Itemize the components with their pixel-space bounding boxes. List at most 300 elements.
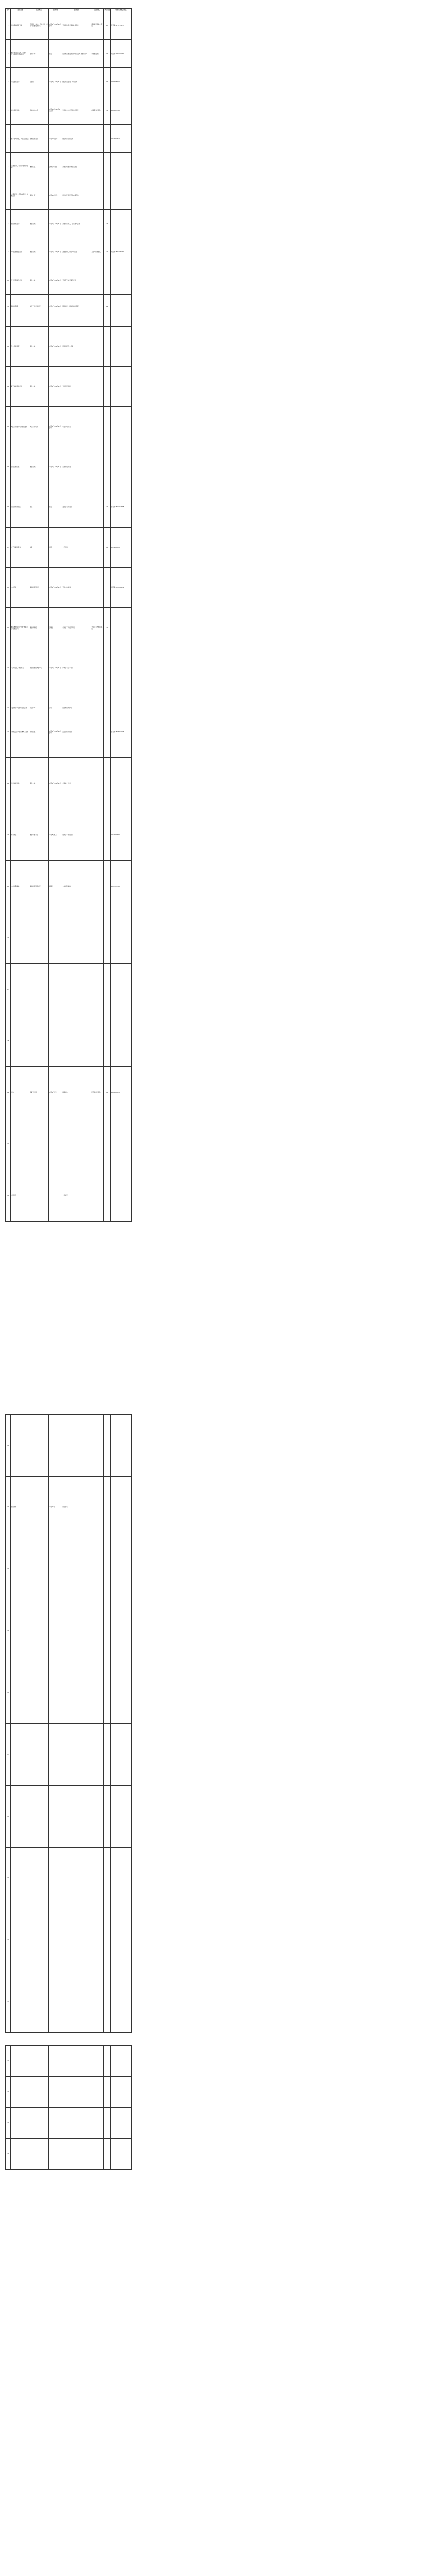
cell-activity (11, 1015, 29, 1067)
cell-activity (11, 1786, 29, 1848)
cell-count (104, 1170, 111, 1222)
cell-activity (11, 964, 29, 1015)
cell-contact: 曾某某 18973228655 (111, 487, 131, 528)
cell-location (29, 1118, 48, 1170)
cell-location: 待定 (29, 528, 48, 568)
header-contact: 联系人及联系方式 (111, 9, 131, 11)
cell-time (48, 2139, 62, 2170)
cell-time (48, 1600, 62, 1662)
cell-team (91, 367, 103, 407)
cell-count (104, 1724, 111, 1786)
cell-intro (62, 1600, 91, 1662)
cell-count (104, 1909, 111, 1971)
cell-location (29, 2046, 48, 2077)
cell-activity: 重阳敬老 (11, 1477, 29, 1538)
table-row (6, 1477, 132, 1538)
cell-time (48, 1170, 62, 1222)
cell-intro: 做好防暴宣传工作 (62, 125, 91, 153)
activity-table-2 (5, 286, 132, 728)
cell-no: 32 (6, 1415, 11, 1477)
cell-count (104, 861, 111, 912)
cell-activity: 儿童关爱活动 (11, 758, 29, 809)
cell-time: 10月1日—10月30日上午 (48, 11, 62, 40)
cell-time (48, 1662, 62, 1724)
cell-location: 湘乡市图书馆 (29, 809, 48, 861)
cell-intro: 周末亲子阅读活动 (62, 809, 91, 861)
table-row (6, 1786, 132, 1848)
cell-location: 富祥广场 (29, 40, 48, 68)
cell-time: 10月15日—10月30日上午 (48, 96, 62, 125)
cell-count: 20 (104, 1067, 111, 1118)
cell-no: 13 (6, 367, 11, 407)
cell-time (48, 964, 62, 1015)
cell-intro: 引导文明行为 (62, 407, 91, 447)
cell-no: 9 (6, 238, 11, 266)
cell-intro: 组织清理卫生死角 (62, 327, 91, 367)
cell-intro (62, 1662, 91, 1724)
table-row (6, 1909, 132, 1971)
cell-location: 镇湘楼街道各社区 (29, 861, 48, 912)
cell-time: 10月1日—10月31日 (48, 367, 62, 407)
cell-intro: 启动市志愿服务品牌“党员走城·志愿同行” (62, 40, 91, 68)
cell-intro: 开展心理健康讲座及疏导 (62, 153, 91, 181)
cell-team (91, 809, 103, 861)
cell-count (104, 447, 111, 487)
cell-no: 12 (6, 327, 11, 367)
cell-contact (111, 1662, 131, 1724)
cell-no: 28 (6, 1015, 11, 1067)
cell-count (104, 2108, 111, 2139)
cell-contact (111, 407, 131, 447)
cell-contact (111, 2046, 131, 2077)
cell-no: 42 (6, 2046, 11, 2077)
cell-no: 43 (6, 2077, 11, 2108)
table-row (6, 40, 132, 68)
cell-activity: “心灵家园，快乐成长” (11, 648, 29, 688)
cell-location: 百乡镇（各村）、百桂社区（社区）党群服务中心 (29, 11, 48, 40)
cell-intro: 户外读书亲子活动 (62, 648, 91, 688)
cell-team (91, 210, 103, 238)
cell-contact: 13773229855 (111, 809, 131, 861)
cell-intro (62, 1971, 91, 2033)
cell-team (91, 1600, 103, 1662)
cell-location (29, 1015, 48, 1067)
cell-location: 百乡镇 (29, 68, 48, 96)
cell-activity: 携手参与防暴，共创美好生活 (11, 125, 29, 153)
table-row (6, 1170, 132, 1222)
cell-time (48, 1538, 62, 1600)
cell-team (91, 568, 103, 608)
cell-intro: 宣传环保知识 (62, 367, 91, 407)
cell-team: 理论政策宣讲志愿队 (91, 11, 103, 40)
cell-count: 100 (104, 40, 111, 68)
table-row (6, 706, 132, 758)
cell-location: 湘乡全域 (29, 447, 48, 487)
cell-team (91, 181, 103, 210)
cell-team: 文化艺术志愿服务队 (91, 608, 103, 648)
cell-no: 8 (6, 210, 11, 238)
cell-count: 20 (104, 487, 111, 528)
cell-team (91, 964, 103, 1015)
cell-no: 18 (6, 568, 11, 608)
cell-time (48, 1415, 62, 1477)
cell-contact: 刘某某 15873314259 (111, 568, 131, 608)
table-row (6, 964, 132, 1015)
cell-count (104, 153, 111, 181)
cell-no: 20 (6, 648, 11, 688)
cell-activity: 网格化管理 (11, 286, 29, 327)
cell-no: 19 (6, 608, 11, 648)
cell-intro: 开展关爱老人、走访慰问活动 (62, 210, 91, 238)
cell-location: 湘乡博物馆 (29, 608, 48, 648)
cell-location (29, 1600, 48, 1662)
cell-location (29, 1170, 48, 1222)
cell-intro: 法治宣传进校园 (62, 706, 91, 758)
cell-count: 20 (104, 238, 111, 266)
cell-no: 41 (6, 1971, 11, 2033)
cell-intro (62, 1015, 91, 1067)
cell-time (48, 2077, 62, 2108)
cell-activity: 城区公共服务场所志愿服务 (11, 407, 29, 447)
table-row (6, 568, 132, 608)
cell-team: 卫生环保志愿队 (91, 238, 103, 266)
table-row (6, 1971, 132, 2033)
table-row (6, 447, 132, 487)
table-row (6, 1724, 132, 1786)
cell-time (48, 1118, 62, 1170)
cell-no: 30 (6, 1118, 11, 1170)
cell-activity: 义诊 (11, 1067, 29, 1118)
activity-table-4 (5, 1414, 132, 2033)
cell-intro: 开展党的科学理论政策宣讲 (62, 11, 91, 40)
cell-count (104, 648, 111, 688)
cell-intro: 文明劝导 (62, 1170, 91, 1222)
cell-no: 37 (6, 1724, 11, 1786)
table-row (6, 608, 132, 648)
cell-team (91, 758, 103, 809)
cell-time: 10月26日 (48, 1477, 62, 1538)
cell-location: 湘乡全域 (29, 238, 48, 266)
cell-no: 21 (6, 688, 11, 728)
cell-team (91, 706, 103, 758)
cell-activity: 文化艺术进社区 (11, 487, 29, 528)
table-row (6, 367, 132, 407)
cell-count: 120 (104, 11, 111, 40)
cell-time: 10月1日—10月31日 (48, 447, 62, 487)
cell-location: 各镇卫生院 (29, 1067, 48, 1118)
cell-location: 龙洞镇悠悠城镇中心 (29, 648, 48, 688)
cell-time (48, 2046, 62, 2077)
cell-location (29, 2108, 48, 2139)
cell-contact (111, 2139, 131, 2170)
cell-no: 1 (6, 11, 11, 40)
cell-no: 11 (6, 286, 11, 327)
cell-contact (111, 1118, 131, 1170)
cell-contact (111, 1786, 131, 1848)
cell-intro: 健康义诊 (62, 1067, 91, 1118)
table-row (6, 1538, 132, 1600)
cell-intro (62, 1415, 91, 1477)
table-row (6, 912, 132, 964)
cell-time: 待定 (48, 40, 62, 68)
cell-count (104, 1415, 111, 1477)
cell-location: 增塘社区 (29, 153, 48, 181)
cell-intro (62, 912, 91, 964)
cell-time: 10月1日—10月31日上午 (48, 407, 62, 447)
cell-activity (11, 912, 29, 964)
sheet-3 (5, 706, 122, 1222)
cell-intro (62, 1538, 91, 1600)
cell-intro: 宣传垃圾分类 (62, 447, 91, 487)
cell-intro: 面向社区居民开展心理咨询 (62, 181, 91, 210)
table-row (6, 1848, 132, 1909)
header-team: 活动团队 (91, 9, 103, 11)
cell-team: 法律服务志愿队 (91, 96, 103, 125)
cell-contact (111, 2077, 131, 2108)
cell-count (104, 1848, 111, 1909)
cell-intro: 对全市中小学开展法治宣传 (62, 96, 91, 125)
cell-activity: 文艺下基层服务 (11, 528, 29, 568)
table-row (6, 487, 132, 528)
cell-time: 10月1日—10月20日上午 (48, 706, 62, 758)
cell-intro (62, 1786, 91, 1848)
cell-count (104, 1477, 111, 1538)
cell-time: 10月17日上午 (48, 125, 62, 153)
cell-contact (111, 912, 131, 964)
cell-intro: 清洁乡村，整治环境卫生 (62, 238, 91, 266)
cell-contact: 彭某某 15975932506 (111, 706, 131, 758)
cell-count (104, 809, 111, 861)
cell-team (91, 487, 103, 528)
cell-team (91, 1477, 103, 1538)
cell-count (104, 706, 111, 758)
cell-time (48, 1848, 62, 1909)
cell-activity: 公益电影播映 (11, 861, 29, 912)
cell-activity (11, 2077, 29, 2108)
cell-contact (111, 964, 131, 1015)
cell-contact: 张某某 13797554757 (111, 11, 131, 40)
cell-activity (11, 1909, 29, 1971)
cell-activity: 藏天文货窗控行动 (11, 367, 29, 407)
cell-time: 10月8日晚上 (48, 809, 62, 861)
sheet-1 (5, 8, 127, 295)
cell-contact (111, 327, 131, 367)
cell-team (91, 1848, 103, 1909)
cell-activity: 公益培训 (11, 568, 29, 608)
cell-contact (111, 153, 131, 181)
cell-team (91, 2108, 103, 2139)
activity-table-3 (5, 706, 132, 1222)
table-row (6, 528, 132, 568)
cell-contact (111, 1909, 131, 1971)
cell-team (91, 68, 103, 96)
cell-time (48, 1724, 62, 1786)
cell-activity: 湘乡市“党员走城、志愿同行”志愿服务活动启动 (11, 40, 29, 68)
cell-contact: 刘某某 15872251762 (111, 238, 131, 266)
cell-activity (11, 1848, 29, 1909)
cell-team (91, 912, 103, 964)
cell-no: 36 (6, 1662, 11, 1724)
cell-time (48, 1909, 62, 1971)
cell-no: 34 (6, 1538, 11, 1600)
cell-count (104, 1118, 111, 1170)
cell-count: 168 (104, 286, 111, 327)
cell-activity: 文明劝导 (11, 1170, 29, 1222)
cell-intro: 关爱留守儿童 (62, 758, 91, 809)
cell-contact (111, 447, 131, 487)
cell-time (48, 1015, 62, 1067)
cell-activity: “心理疏导，筑牢心理防线”活动 (11, 153, 29, 181)
cell-count (104, 758, 111, 809)
header-time: 活动时间 (48, 9, 62, 11)
cell-no: 24 (6, 809, 11, 861)
cell-intro: 结合平安建设，开展宣传 (62, 68, 91, 96)
cell-activity: 空气质量提升行动 (11, 266, 29, 295)
cell-count (104, 125, 111, 153)
cell-no: 5 (6, 125, 11, 153)
cell-team (91, 1538, 103, 1600)
cell-no: 39 (6, 1848, 11, 1909)
cell-time: 10月7日—10月31日 (48, 68, 62, 96)
cell-team (91, 327, 103, 367)
cell-no: 45 (6, 2139, 11, 2170)
cell-count: 23 (104, 210, 111, 238)
cell-count: 200 (104, 68, 111, 96)
cell-time: 每天 (48, 688, 62, 728)
cell-location: 家乡社区 (29, 181, 48, 210)
cell-no: 35 (6, 1600, 11, 1662)
cell-activity (11, 1600, 29, 1662)
cell-location: 湘乡全域 (29, 210, 48, 238)
cell-no: 27 (6, 964, 11, 1015)
cell-intro (62, 2139, 91, 2170)
cell-team (91, 447, 103, 487)
cell-location (29, 1909, 48, 1971)
sheet-2 (5, 286, 122, 728)
cell-no: 7 (6, 181, 11, 210)
cell-location: 待定 (29, 487, 48, 528)
table-row (6, 286, 132, 327)
cell-contact: 18973228655 (111, 528, 131, 568)
table-row (6, 2139, 132, 2170)
cell-intro (62, 1848, 91, 1909)
cell-count (104, 1600, 111, 1662)
cell-activity (11, 2139, 29, 2170)
cell-location: 城区王洋家园小区 (29, 286, 48, 327)
cell-location: 水府庙镇 (29, 706, 48, 758)
cell-contact (111, 1971, 131, 2033)
cell-intro: 文艺汇演 (62, 528, 91, 568)
cell-team (91, 1724, 103, 1786)
table-row (6, 809, 132, 861)
cell-no: 6 (6, 153, 11, 181)
cell-count (104, 2046, 111, 2077)
cell-team (91, 153, 103, 181)
cell-time: 每周五 (48, 608, 62, 648)
cell-intro: 重阳敬老 (62, 1477, 91, 1538)
cell-contact (111, 1015, 131, 1067)
cell-location (29, 1971, 48, 2033)
cell-intro: 征集短视频作品 (62, 688, 91, 728)
cell-team (91, 125, 103, 153)
activity-table-5 (5, 2045, 132, 2170)
table-row (6, 96, 132, 125)
cell-activity (11, 1662, 29, 1724)
table-row (6, 238, 132, 266)
cell-count (104, 1971, 111, 2033)
cell-location (29, 1415, 48, 1477)
cell-contact (111, 286, 131, 327)
cell-count (104, 1538, 111, 1600)
cell-activity (11, 1538, 29, 1600)
cell-count (104, 2077, 111, 2108)
cell-time: 10月19日上午 (48, 181, 62, 210)
cell-location: 湘乡全域 (29, 266, 48, 295)
cell-time: 10月1日—10月31日 (48, 238, 62, 266)
cell-time: 工作日每周五 (48, 153, 62, 181)
cell-no: 3 (6, 68, 11, 96)
cell-time (48, 2108, 62, 2139)
cell-contact (111, 648, 131, 688)
cell-time: 10月1日—10月31日 (48, 568, 62, 608)
cell-activity: 湘乡博物馆文化开展“书海寻宝”主题活动 (11, 608, 29, 648)
cell-count: 40 (104, 96, 111, 125)
cell-activity: 党的理论政策宣讲 (11, 11, 29, 40)
cell-team (91, 1786, 103, 1848)
cell-no: 33 (6, 1477, 11, 1538)
cell-team (91, 2046, 103, 2077)
header-count: 参与人数 (104, 9, 110, 11)
cell-count (104, 1015, 111, 1067)
cell-no: 40 (6, 1909, 11, 1971)
cell-team (91, 2077, 103, 2108)
cell-location: 线上参与 (29, 688, 48, 728)
cell-no: 44 (6, 2108, 11, 2139)
cell-no: 2 (6, 40, 11, 68)
cell-activity: 卫生死角清理 (11, 327, 29, 367)
cell-team (91, 1015, 103, 1067)
cell-time: 10月1日—10月31日 (48, 648, 62, 688)
cell-location (29, 1477, 48, 1538)
activity-table-1 (5, 8, 132, 295)
cell-activity (11, 2046, 29, 2077)
cell-activity: 环境卫生整治活动 (11, 238, 29, 266)
cell-location (29, 964, 48, 1015)
cell-location (29, 2139, 48, 2170)
cell-intro: 开展公益培训 (62, 568, 91, 608)
cell-no: 26 (6, 912, 11, 964)
cell-location (29, 912, 48, 964)
cell-team (91, 1971, 103, 2033)
table-row (6, 11, 132, 40)
table-row (6, 2077, 132, 2108)
cell-contact: 刘某某 13797400652 (111, 40, 131, 68)
cell-activity: 重阳敬老活动 (11, 210, 29, 238)
cell-activity (11, 2108, 29, 2139)
cell-contact (111, 1724, 131, 1786)
sheet-4 (5, 1414, 122, 2033)
cell-no: 31 (6, 1170, 11, 1222)
cell-team (91, 1118, 103, 1170)
cell-count (104, 1662, 111, 1724)
cell-contact: 13786226276 (111, 1067, 131, 1118)
cell-no: 4 (6, 96, 11, 125)
cell-location: 湘乡全域 (29, 367, 48, 407)
cell-time (48, 1971, 62, 2033)
cell-team (91, 1415, 103, 1477)
cell-contact: 13786225766 (111, 96, 131, 125)
cell-contact (111, 1538, 131, 1600)
